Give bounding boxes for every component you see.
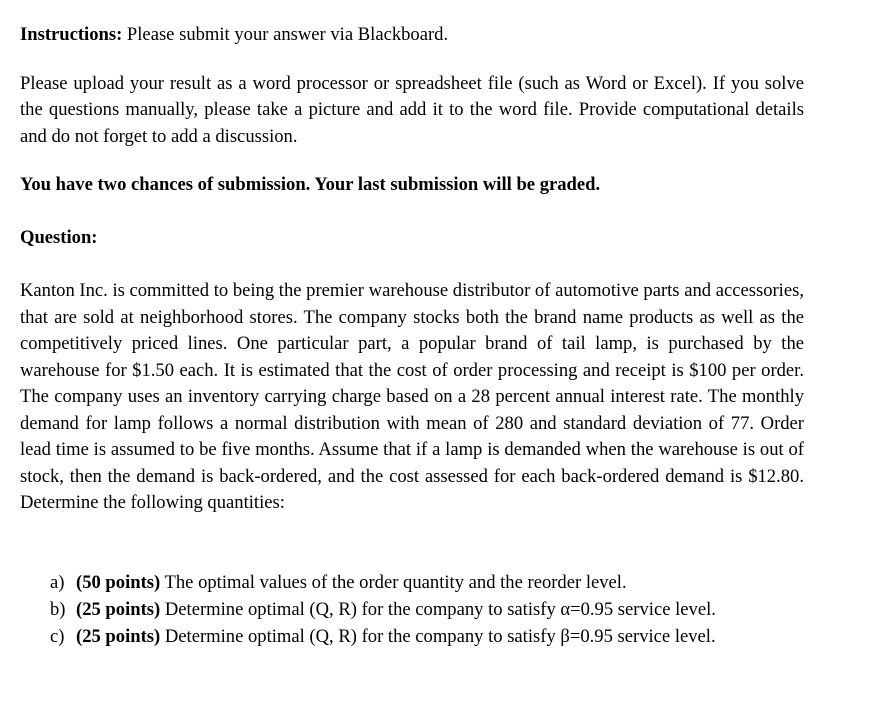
upload-paragraph: Please upload your result as a word processor or spreadsheet file (such as Word or Excel). If you solve the questions manually, please take a picture and add it to the word file. Provide computational details and do not forget to add a discussion. bbox=[20, 72, 804, 147]
question-part-a bbox=[50, 569, 804, 596]
part-letter: b) bbox=[50, 598, 66, 620]
question-heading-text: Question: bbox=[20, 226, 98, 248]
instructions-text: Please submit your answer via Blackboard. bbox=[122, 24, 449, 45]
part-text: Determine optimal (Q, R) for the company to satisfy β=0.95 service level. bbox=[160, 625, 716, 647]
question-part-c bbox=[50, 623, 804, 650]
part-points: (50 points) bbox=[76, 571, 161, 593]
question-body: Kanton Inc. is committed to being the premier warehouse distributor of automotive parts and accessories, that are sold at neighborhood stores. The company stocks both the brand name products as well as the competitively priced lines. One particular part, a popular brand of tail lamp, is purchased by the warehouse for $1.50 each. It is estimated that the cost of order processing and receipt is $100 per order. The company uses an inventory carrying charge based on a 28 percent annual interest rate. The monthly demand for lamp follows a normal distribution with mean of 280 and standard deviation of 77. Order lead time is assumed to be five months. Assume that if a lamp is demanded when the warehouse is out of stock, then the demand is back-ordered, and the cost assessed for each back-ordered demand is $12.80. Determine the following quantities: bbox=[20, 280, 804, 513]
chances-notice-text: You have two chances of submission. Your last submission will be graded. bbox=[20, 174, 601, 195]
part-text: Determine optimal (Q, R) for the company to satisfy α=0.95 service level. bbox=[160, 598, 716, 620]
part-text: The optimal values of the order quantity and the reorder level. bbox=[160, 571, 627, 593]
instructions-line bbox=[20, 22, 804, 49]
question-parts-list bbox=[20, 569, 804, 650]
assignment-document bbox=[20, 22, 804, 650]
part-points: (25 points) bbox=[76, 598, 161, 620]
part-points: (25 points) bbox=[76, 625, 161, 647]
chances-notice bbox=[20, 172, 804, 199]
question-part-b bbox=[50, 596, 804, 623]
instructions-label: Instructions: bbox=[20, 24, 123, 45]
question-heading bbox=[20, 225, 804, 252]
part-letter: c) bbox=[50, 625, 65, 647]
part-letter: a) bbox=[50, 571, 65, 593]
